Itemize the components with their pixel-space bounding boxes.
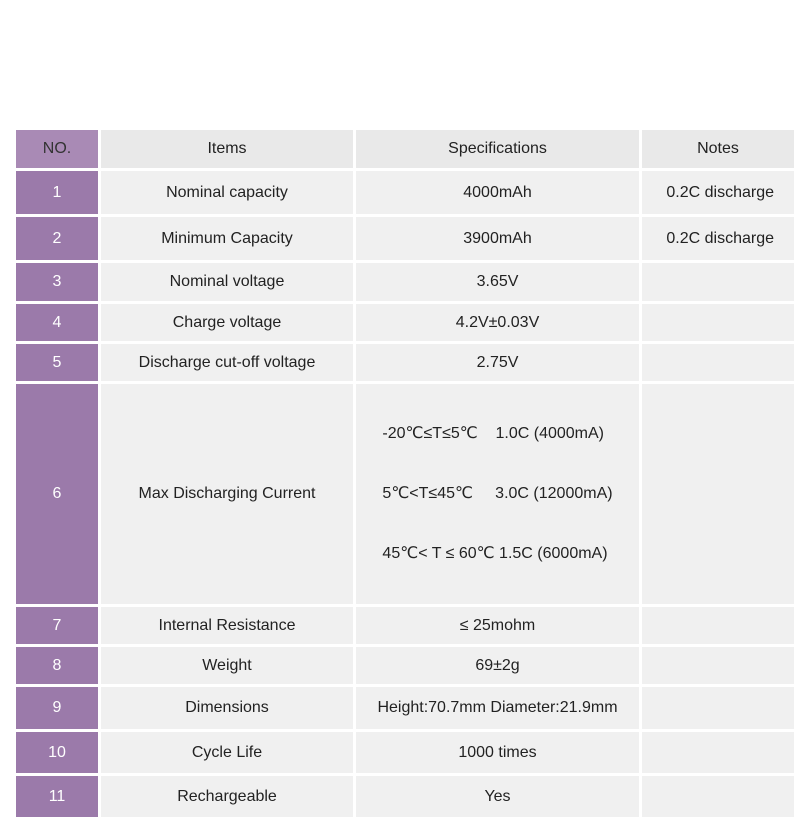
row-spec: Height:70.7mm Diameter:21.9mm [356, 687, 639, 729]
row-item: Nominal voltage [101, 263, 353, 301]
header-specifications: Specifications [356, 130, 639, 168]
row-number: 3 [16, 263, 98, 301]
table-row [16, 647, 794, 684]
table-row [16, 344, 794, 381]
row-number: 5 [16, 344, 98, 381]
row-number: 6 [16, 384, 98, 604]
row-notes [642, 344, 794, 381]
row-item: Max Discharging Current [101, 384, 353, 604]
row-number: 9 [16, 687, 98, 729]
table-row [16, 384, 794, 604]
row-notes [642, 732, 794, 773]
row-number: 1 [16, 171, 98, 214]
row-notes [642, 687, 794, 729]
row-spec: 2.75V [356, 344, 639, 381]
row-item: Internal Resistance [101, 607, 353, 644]
spec-lines [382, 384, 612, 604]
row-item: Nominal capacity [101, 171, 353, 214]
table-row [16, 304, 794, 341]
row-number: 11 [16, 776, 98, 817]
row-number: 7 [16, 607, 98, 644]
table-row [16, 776, 794, 817]
row-number: 8 [16, 647, 98, 684]
row-spec: Yes [356, 776, 639, 817]
row-item: Discharge cut-off voltage [101, 344, 353, 381]
header-items: Items [101, 130, 353, 168]
row-number: 2 [16, 217, 98, 260]
table-row [16, 263, 794, 301]
row-spec-multiline [356, 384, 639, 604]
header-notes: Notes [642, 130, 794, 168]
row-notes: 0.2C discharge [642, 217, 794, 260]
row-spec: 4.2V±0.03V [356, 304, 639, 341]
row-spec: 3.65V [356, 263, 639, 301]
table-row [16, 732, 794, 773]
row-notes [642, 304, 794, 341]
table-row [16, 171, 794, 214]
header-no: NO. [16, 130, 98, 168]
row-spec: 1000 times [356, 732, 639, 773]
row-item: Cycle Life [101, 732, 353, 773]
row-number: 4 [16, 304, 98, 341]
row-item: Rechargeable [101, 776, 353, 817]
row-spec: ≤ 25mohm [356, 607, 639, 644]
row-item: Weight [101, 647, 353, 684]
row-notes [642, 263, 794, 301]
table-row [16, 687, 794, 729]
row-notes: 0.2C discharge [642, 171, 794, 214]
row-number: 10 [16, 732, 98, 773]
table-header-row [16, 130, 794, 168]
row-spec: 69±2g [356, 647, 639, 684]
row-notes [642, 384, 794, 604]
spec-line: 45℃< T ≤ 60℃ 1.5C (6000mA) [382, 545, 608, 562]
row-notes [642, 647, 794, 684]
row-item: Charge voltage [101, 304, 353, 341]
row-item: Dimensions [101, 687, 353, 729]
table-row [16, 217, 794, 260]
row-notes [642, 776, 794, 817]
row-spec: 4000mAh [356, 171, 639, 214]
specifications-table [13, 127, 797, 820]
row-spec: 3900mAh [356, 217, 639, 260]
row-notes [642, 607, 794, 644]
table-row [16, 607, 794, 644]
row-item: Minimum Capacity [101, 217, 353, 260]
spec-line: 5℃<T≤45℃ 3.0C (12000mA) [382, 485, 613, 502]
spec-line: -20℃≤T≤5℃ 1.0C (4000mA) [382, 425, 604, 442]
